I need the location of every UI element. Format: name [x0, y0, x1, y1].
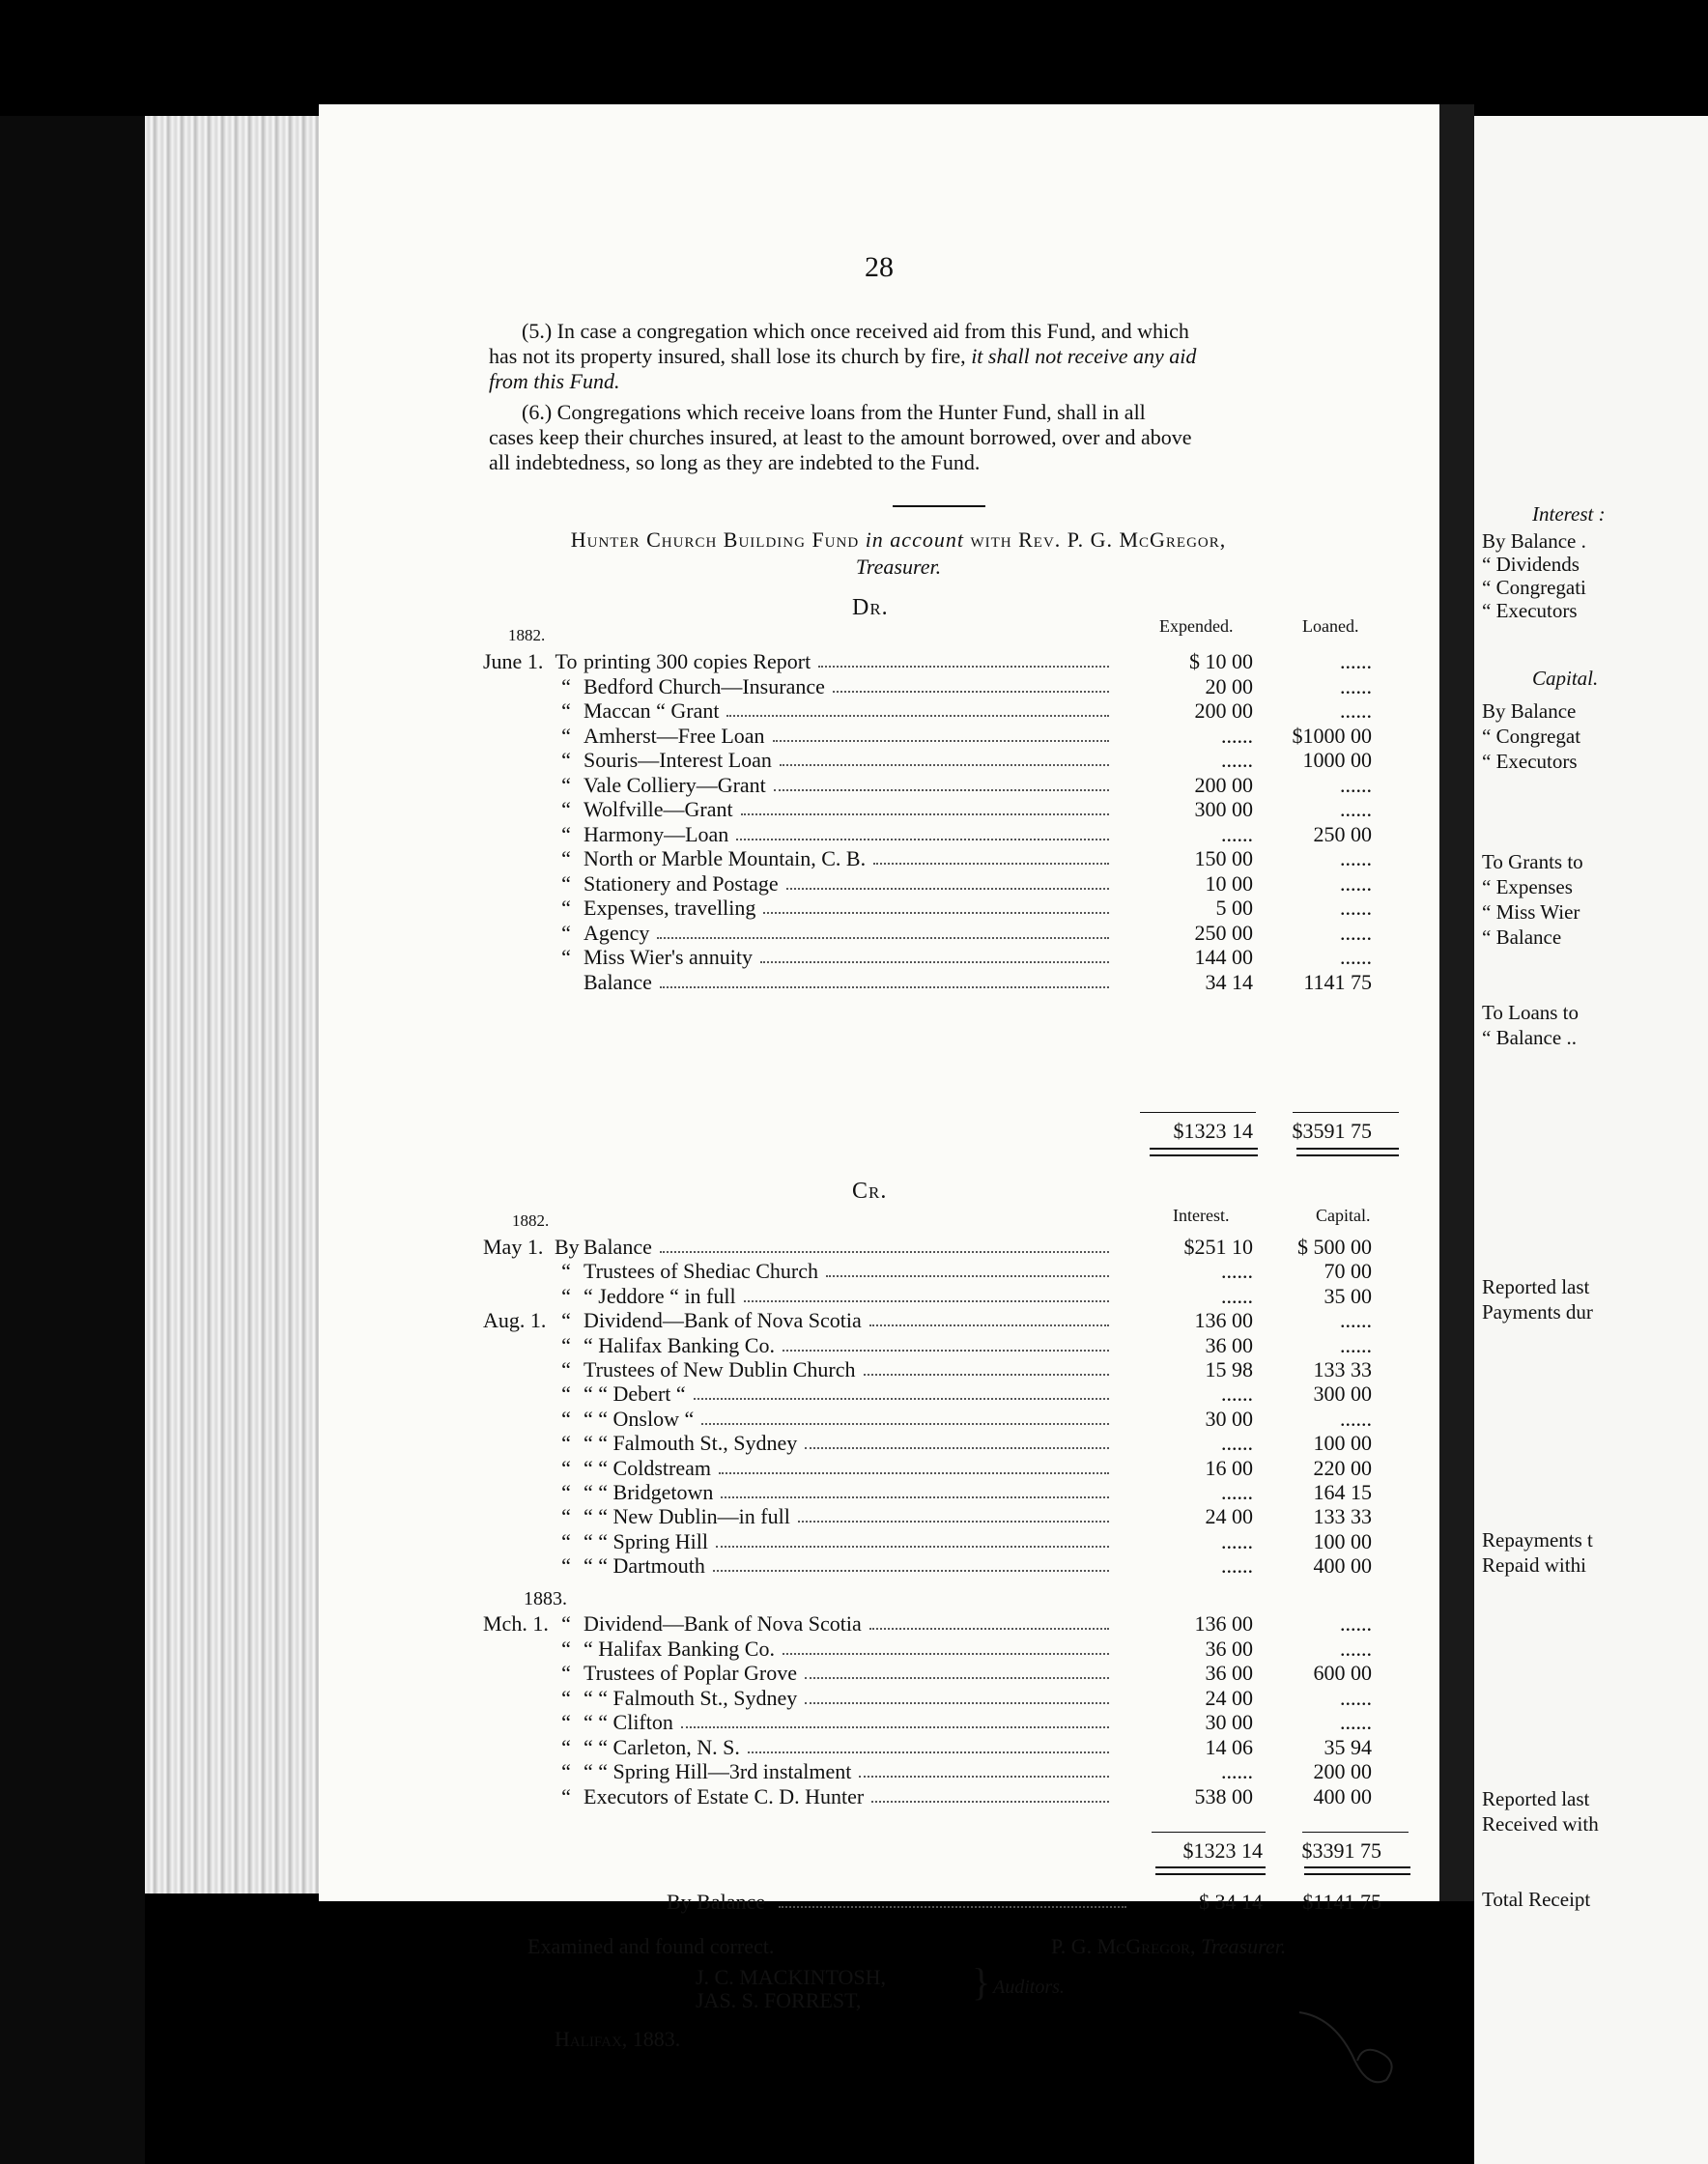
dot-leader [763, 888, 1109, 914]
amount-col2: ...... [1340, 846, 1372, 870]
facing-page-line: Repayments t [1482, 1528, 1593, 1552]
amount-col2: ...... [1340, 772, 1372, 797]
facing-page-line: Repaid withi [1482, 1553, 1586, 1577]
amount-col1: 538 00 [1194, 1783, 1253, 1808]
amount-col1: 14 06 [1205, 1734, 1253, 1759]
amount-col1: ...... [1221, 821, 1253, 846]
amount-col2: 200 00 [1313, 1759, 1372, 1783]
entry-marker: “ [561, 797, 571, 821]
entry-description: “ “ Onslow “ [584, 1406, 695, 1431]
facing-page-line: Capital. [1532, 667, 1599, 690]
debit-total-expended: $1323 14 [1173, 1119, 1253, 1143]
entry-description: North or Marble Mountain, C. B. [584, 846, 867, 870]
facing-page-line: “ Congregat [1482, 725, 1581, 748]
credit-total-interest: $1323 14 [1182, 1838, 1263, 1863]
auditors-label: Auditors. [993, 1977, 1065, 1998]
by-balance-row [493, 1890, 1381, 1914]
dot-leader [748, 1727, 1109, 1753]
amount-col1: ...... [1221, 1381, 1253, 1407]
credit-year: 1882. [512, 1211, 550, 1230]
entry-description: “ “ Dartmouth [584, 1553, 705, 1579]
amount-col2: 35 00 [1324, 1283, 1372, 1308]
account-heading: Hunter Church Building Fund in account with Rev. P. G. McGregor, [570, 527, 1227, 552]
paragraph-line: all indebtedness, so long as they are indebted to the Fund. [489, 450, 981, 474]
entry-description: “ “ Clifton [584, 1710, 673, 1734]
facing-page-line: “ Executors [1482, 599, 1578, 622]
amount-col2: ...... [1340, 920, 1372, 945]
entry-marker: “ [561, 1381, 571, 1407]
amount-col1: 36 00 [1205, 1636, 1253, 1661]
amount-col1: 24 00 [1205, 1685, 1253, 1710]
entry-description: Harmony—Loan [584, 821, 729, 846]
entry-description: “ “ Falmouth St., Sydney [584, 1685, 798, 1710]
auditor-2: JAS. S. FORREST, [696, 1988, 862, 2012]
amount-col1: $251 10 [1183, 1235, 1253, 1259]
entry-description: Trustees of Poplar Grove [584, 1661, 797, 1685]
interest-header: Interest. [1173, 1206, 1230, 1225]
amount-col1: 150 00 [1194, 846, 1253, 870]
by-balance-label: By Balance [667, 1890, 766, 1914]
entry-marker: “ [561, 945, 571, 969]
entry-marker: “ [561, 1553, 571, 1579]
amount-col2: ...... [1340, 896, 1372, 920]
entry-date: May 1. [483, 1235, 544, 1259]
amount-col2: ...... [1340, 1710, 1372, 1734]
amount-col2: ...... [1340, 945, 1372, 969]
dot-leader [826, 1251, 1109, 1277]
entry-description: Bedford Church—Insurance [584, 673, 825, 698]
amount-col1: 136 00 [1194, 1308, 1253, 1333]
entry-description: “ “ Debert “ [584, 1381, 686, 1407]
amount-col2: 1000 00 [1302, 748, 1372, 772]
entry-marker: “ [561, 1661, 571, 1685]
entry-description: Wolfville—Grant [584, 797, 733, 821]
treasurer-signature: P. G. McGregor, Treasurer. [1051, 1934, 1287, 1958]
credit-totals-row [493, 1838, 1381, 1863]
entry-marker: “ [561, 870, 571, 896]
dot-leader [780, 740, 1109, 766]
amount-col2: 164 15 [1313, 1480, 1372, 1504]
amount-col2: 300 00 [1313, 1381, 1372, 1407]
debit-totals-row [483, 1119, 1372, 1143]
dot-leader [660, 962, 1109, 988]
amount-col2: ...... [1340, 673, 1372, 698]
expended-header: Expended. [1159, 616, 1234, 636]
page-edges [145, 116, 319, 1894]
dot-leader [783, 1325, 1109, 1352]
dot-leader [741, 789, 1109, 815]
dot-leader [744, 1276, 1109, 1302]
amount-col1: 36 00 [1205, 1661, 1253, 1685]
entry-marker: “ [561, 748, 571, 772]
document-page [319, 104, 1439, 2051]
entry-marker: “ [561, 821, 571, 846]
entry-description: “ Jeddore “ in full [584, 1283, 736, 1308]
amount-col1: ...... [1221, 1431, 1253, 1456]
entry-marker: “ [561, 1332, 571, 1357]
entry-marker: “ [561, 1455, 571, 1480]
amount-col1: 24 00 [1205, 1504, 1253, 1529]
entry-description: “ “ Falmouth St., Sydney [584, 1431, 798, 1456]
entry-description: Balance [584, 1235, 652, 1259]
amount-col1: 136 00 [1194, 1611, 1253, 1636]
dot-leader [719, 1448, 1109, 1474]
amount-col1: 15 98 [1205, 1357, 1253, 1381]
entry-description: “ “ Coldstream [584, 1455, 711, 1480]
amount-col2: ...... [1340, 1332, 1372, 1357]
entry-description: “ “ Bridgetown [584, 1480, 714, 1504]
brace-symbol: } [972, 1960, 991, 2004]
dot-leader [833, 667, 1109, 693]
entry-description: Stationery and Postage [584, 870, 779, 896]
dot-leader [726, 691, 1109, 717]
total-rule [1152, 1832, 1266, 1833]
amount-col1: 16 00 [1205, 1455, 1253, 1480]
entry-marker: “ [561, 1431, 571, 1456]
entry-description: “ “ Carleton, N. S. [584, 1734, 740, 1759]
entry-marker: “ [561, 1308, 571, 1333]
amount-col1: 200 00 [1194, 772, 1253, 797]
entry-description: “ Halifax Banking Co. [584, 1332, 775, 1357]
credit-total-capital: $3391 75 [1301, 1838, 1381, 1863]
amount-col1: ...... [1221, 1283, 1253, 1308]
dot-leader [818, 641, 1109, 668]
entry-marker: “ [561, 920, 571, 945]
examined-text: Examined and found correct. [527, 1934, 775, 1958]
facing-page-line: “ Miss Wier [1482, 900, 1580, 924]
entry-description: Miss Wier's annuity [584, 945, 754, 969]
paragraph-line: (6.) Congregations which receive loans from the Hunter Fund, shall in all [522, 400, 1146, 424]
amount-col2: ...... [1340, 1308, 1372, 1333]
entry-description: “ Halifax Banking Co. [584, 1636, 775, 1661]
dot-leader [736, 814, 1109, 840]
amount-col1: 36 00 [1205, 1332, 1253, 1357]
entry-marker: By [555, 1235, 580, 1259]
entry-date: Mch. 1. [483, 1611, 549, 1636]
entry-marker: “ [561, 1406, 571, 1431]
entry-description: “ “ Spring Hill—3rd instalment [584, 1759, 852, 1783]
dot-leader [701, 1399, 1109, 1425]
facing-page-line: “ Expenses [1482, 875, 1573, 898]
amount-col2: $1000 00 [1292, 723, 1372, 748]
dot-leader [721, 1472, 1109, 1498]
entry-description: “ “ Spring Hill [584, 1528, 708, 1553]
facing-page-line: “ Congregati [1482, 576, 1586, 599]
place-date: Halifax, 1883. [555, 2027, 681, 2051]
amount-col1: 30 00 [1205, 1710, 1253, 1734]
facing-page-line: By Balance . [1482, 529, 1586, 553]
dot-leader [681, 1702, 1109, 1728]
amount-col2: ...... [1340, 698, 1372, 723]
amount-col2: 1141 75 [1303, 969, 1372, 994]
total-rule [1140, 1112, 1256, 1113]
facing-page-line: “ Dividends [1482, 553, 1580, 576]
dot-leader [779, 1882, 1126, 1908]
paragraph-6 [489, 400, 1380, 475]
amount-col1: $ 10 00 [1189, 649, 1253, 673]
amount-col2: 100 00 [1313, 1431, 1372, 1456]
capital-header: Capital. [1316, 1206, 1371, 1225]
dot-leader [760, 937, 1109, 963]
amount-col1: 5 00 [1215, 896, 1253, 920]
amount-col1: ...... [1221, 1480, 1253, 1504]
amount-col1: ...... [1221, 1528, 1253, 1553]
entry-description: Dividend—Bank of Nova Scotia [584, 1611, 862, 1636]
amount-col2: ...... [1340, 870, 1372, 896]
auditor-1: J. C. MACKINTOSH, [696, 1965, 887, 1989]
entry-marker: “ [561, 1528, 571, 1553]
debit-total-loaned: $3591 75 [1292, 1119, 1372, 1143]
amount-col1: 30 00 [1205, 1406, 1253, 1431]
amount-col2: ...... [1340, 1406, 1372, 1431]
double-rule [1304, 1866, 1410, 1875]
amount-col2: 35 94 [1324, 1734, 1372, 1759]
dot-leader [783, 1629, 1109, 1655]
entry-date: June 1. [483, 649, 544, 673]
credit-label: Cr. [852, 1179, 888, 1204]
facing-page-line: To Grants to [1482, 850, 1583, 873]
entry-marker: To [555, 649, 578, 673]
entry-marker: “ [561, 1783, 571, 1808]
paragraph-5 [489, 319, 1380, 394]
entry-description: Agency [584, 920, 650, 945]
account-heading-title: Treasurer. [855, 555, 942, 579]
paragraph-line: (5.) In case a congregation which once received aid from this Fund, and which [522, 319, 1189, 343]
dot-leader [798, 1496, 1109, 1523]
ledger-row [483, 1784, 1372, 1808]
amount-col2: ...... [1340, 797, 1372, 821]
handwritten-mark [1295, 2003, 1401, 2109]
entry-marker: “ [561, 846, 571, 870]
amount-col1: ...... [1221, 1759, 1253, 1783]
entry-marker: “ [561, 1504, 571, 1529]
amount-col2: ...... [1340, 649, 1372, 673]
entry-marker: “ [561, 673, 571, 698]
entry-marker: “ [561, 1611, 571, 1636]
facing-page [1474, 116, 1708, 2164]
total-rule [1302, 1832, 1409, 1833]
facing-page-line: “ Balance .. [1482, 1026, 1577, 1049]
dot-leader [864, 1350, 1110, 1376]
entry-description: Amherst—Free Loan [584, 723, 765, 748]
facing-page-line: Received with [1482, 1812, 1599, 1836]
page-number: 28 [865, 251, 894, 283]
double-rule [1155, 1866, 1266, 1875]
entry-description: Vale Colliery—Grant [584, 772, 766, 797]
debit-label: Dr. [852, 595, 889, 620]
credit-year-2: 1883. [524, 1588, 567, 1609]
dot-leader [805, 1653, 1109, 1679]
amount-col2: 250 00 [1313, 821, 1372, 846]
debit-year: 1882. [508, 626, 546, 644]
section-divider [893, 505, 985, 507]
double-rule [1150, 1148, 1258, 1156]
entry-marker: “ [561, 772, 571, 797]
amount-col1: ...... [1221, 1259, 1253, 1284]
dot-leader [773, 716, 1109, 742]
dot-leader [869, 1604, 1109, 1630]
amount-col2: 100 00 [1313, 1528, 1372, 1553]
dot-leader [657, 913, 1109, 939]
entry-marker: “ [561, 1283, 571, 1308]
entry-description: Expenses, travelling [584, 896, 756, 920]
amount-col1: 34 14 [1205, 969, 1253, 994]
entry-marker: “ [561, 1710, 571, 1734]
dot-leader [871, 1777, 1109, 1803]
by-balance-interest: $ 34 14 [1199, 1890, 1263, 1914]
dot-leader [869, 1300, 1109, 1326]
entry-marker: “ [561, 1480, 571, 1504]
book-spine [1439, 104, 1474, 1901]
loaned-header: Loaned. [1302, 616, 1359, 636]
amount-col2: 400 00 [1313, 1553, 1372, 1579]
amount-col1: 10 00 [1205, 870, 1253, 896]
by-balance-capital: $1141 75 [1302, 1890, 1381, 1914]
dot-leader [774, 765, 1109, 791]
paragraph-line: has not its property insured, shall lose its church by fire, it shall not receive any aid [489, 344, 1197, 368]
paragraph-line: from this Fund. [489, 369, 620, 393]
facing-page-line: “ Executors [1482, 750, 1578, 773]
entry-marker: “ [561, 1636, 571, 1661]
ledger-row [483, 970, 1372, 994]
entry-description: Souris—Interest Loan [584, 748, 772, 772]
entry-marker: “ [561, 1685, 571, 1710]
amount-col2: 133 33 [1313, 1504, 1372, 1529]
entry-marker: “ [561, 1759, 571, 1783]
paragraph-line: cases keep their churches insured, at least to the amount borrowed, over and above [489, 425, 1192, 449]
facing-page-line: To Loans to [1482, 1001, 1580, 1024]
amount-col1: ...... [1221, 1553, 1253, 1579]
amount-col1: 300 00 [1194, 797, 1253, 821]
entry-marker: “ [561, 1259, 571, 1284]
entry-marker: “ [561, 1357, 571, 1381]
entry-marker: “ [561, 698, 571, 723]
dot-leader [805, 1678, 1109, 1704]
amount-col2: 133 33 [1313, 1357, 1372, 1381]
dot-leader [805, 1423, 1109, 1449]
facing-page-line: Interest : [1532, 502, 1606, 526]
amount-col1: ...... [1221, 723, 1253, 748]
dot-leader [694, 1374, 1109, 1400]
dot-leader [873, 839, 1109, 865]
entry-description: Balance [584, 969, 652, 994]
facing-page-line: Reported last [1482, 1787, 1590, 1810]
amount-col1: ...... [1221, 748, 1253, 772]
entry-description: Trustees of New Dublin Church [584, 1357, 856, 1381]
total-rule [1293, 1112, 1399, 1113]
facing-page-line: Payments dur [1482, 1300, 1593, 1324]
entry-description: Dividend—Bank of Nova Scotia [584, 1308, 862, 1333]
amount-col1: 200 00 [1194, 698, 1253, 723]
facing-page-line: “ Balance [1482, 925, 1562, 949]
entry-description: printing 300 copies Report [584, 649, 811, 673]
amount-col2: ...... [1340, 1611, 1372, 1636]
amount-col2: 400 00 [1313, 1783, 1372, 1808]
entry-date: Aug. 1. [483, 1308, 547, 1333]
amount-col2: 600 00 [1313, 1661, 1372, 1685]
double-rule [1296, 1148, 1399, 1156]
amount-col1: 144 00 [1194, 945, 1253, 969]
facing-page-line: Total Receipt [1482, 1888, 1591, 1911]
amount-col2: 220 00 [1313, 1455, 1372, 1480]
amount-col2: ...... [1340, 1685, 1372, 1710]
ledger-row [483, 1553, 1372, 1578]
facing-page-line: Reported last [1482, 1275, 1590, 1298]
dot-leader [716, 1522, 1109, 1548]
facing-page-line: By Balance [1482, 699, 1577, 723]
amount-col2: $ 500 00 [1297, 1235, 1372, 1259]
entry-marker: “ [561, 723, 571, 748]
entry-marker: “ [561, 896, 571, 920]
amount-col1: 250 00 [1194, 920, 1253, 945]
amount-col2: ...... [1340, 1636, 1372, 1661]
entry-description: Trustees of Shediac Church [584, 1259, 818, 1284]
entry-description: Executors of Estate C. D. Hunter [584, 1783, 865, 1808]
book-gutter [0, 116, 145, 2164]
entry-description: “ “ New Dublin—in full [584, 1504, 790, 1529]
dot-leader [660, 1227, 1109, 1253]
dot-leader [859, 1751, 1109, 1778]
entry-marker: “ [561, 1734, 571, 1759]
entry-description: Maccan “ Grant [584, 698, 720, 723]
amount-col2: 70 00 [1324, 1259, 1372, 1284]
dot-leader [786, 864, 1109, 890]
dot-leader [713, 1546, 1109, 1572]
amount-col1: 20 00 [1205, 673, 1253, 698]
